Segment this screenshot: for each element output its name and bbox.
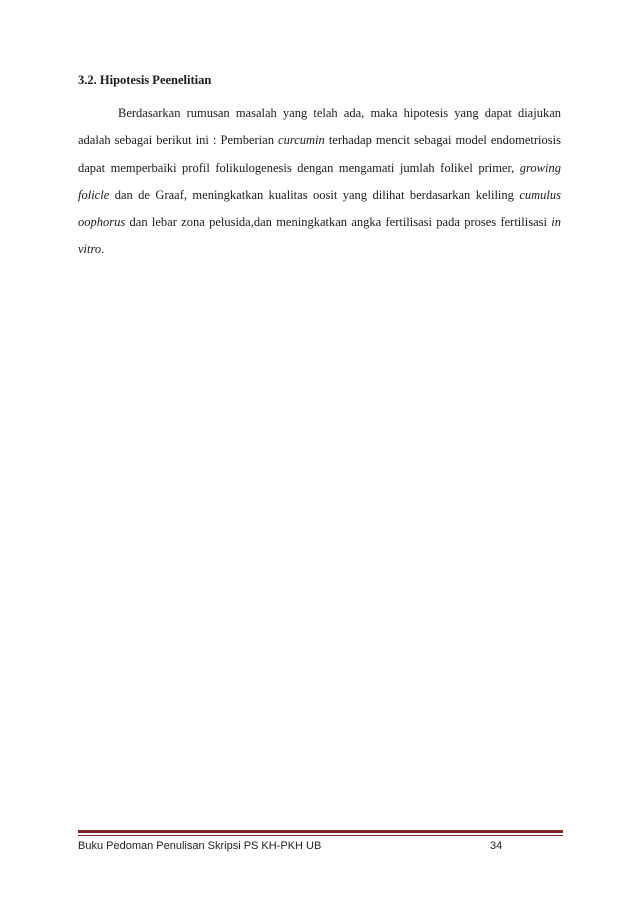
page-number: 34 bbox=[490, 840, 503, 852]
paragraph-text: Berdasarkan rumusan masalah yang telah ada, maka hipotesis yang dapat diajukan adalah sebagai berikut ini : Pemberian bbox=[78, 106, 561, 148]
section-heading: 3.2. Hipotesis Peenelitian bbox=[78, 73, 212, 87]
paragraph-text: . bbox=[101, 242, 105, 257]
italic-term: in vitro bbox=[78, 215, 561, 257]
italic-term: growing folicle bbox=[78, 160, 561, 202]
paragraph-text: dan lebar zona pelusida,dan meningkatkan angka fertilisasi pada proses fertilisasi bbox=[125, 215, 552, 230]
footer-title: Buku Pedoman Penulisan Skripsi PS KH-PKH UB bbox=[78, 840, 322, 852]
paragraph-text: dan de Graaf, meningkatkan kualitas oosit yang dilihat berdasarkan keliling bbox=[109, 187, 520, 202]
italic-term: curcumin bbox=[278, 133, 325, 148]
hypothesis-paragraph bbox=[78, 100, 561, 264]
footer-rule-thick bbox=[78, 830, 563, 833]
footer-rule-thin bbox=[78, 835, 563, 836]
italic-term: cumulus oophorus bbox=[78, 187, 561, 230]
paragraph-text: terhadap mencit sebagai model endometriosis dapat memperbaiki profil folikulogenesis dengan mengamati jumlah folikel primer, bbox=[78, 133, 561, 175]
